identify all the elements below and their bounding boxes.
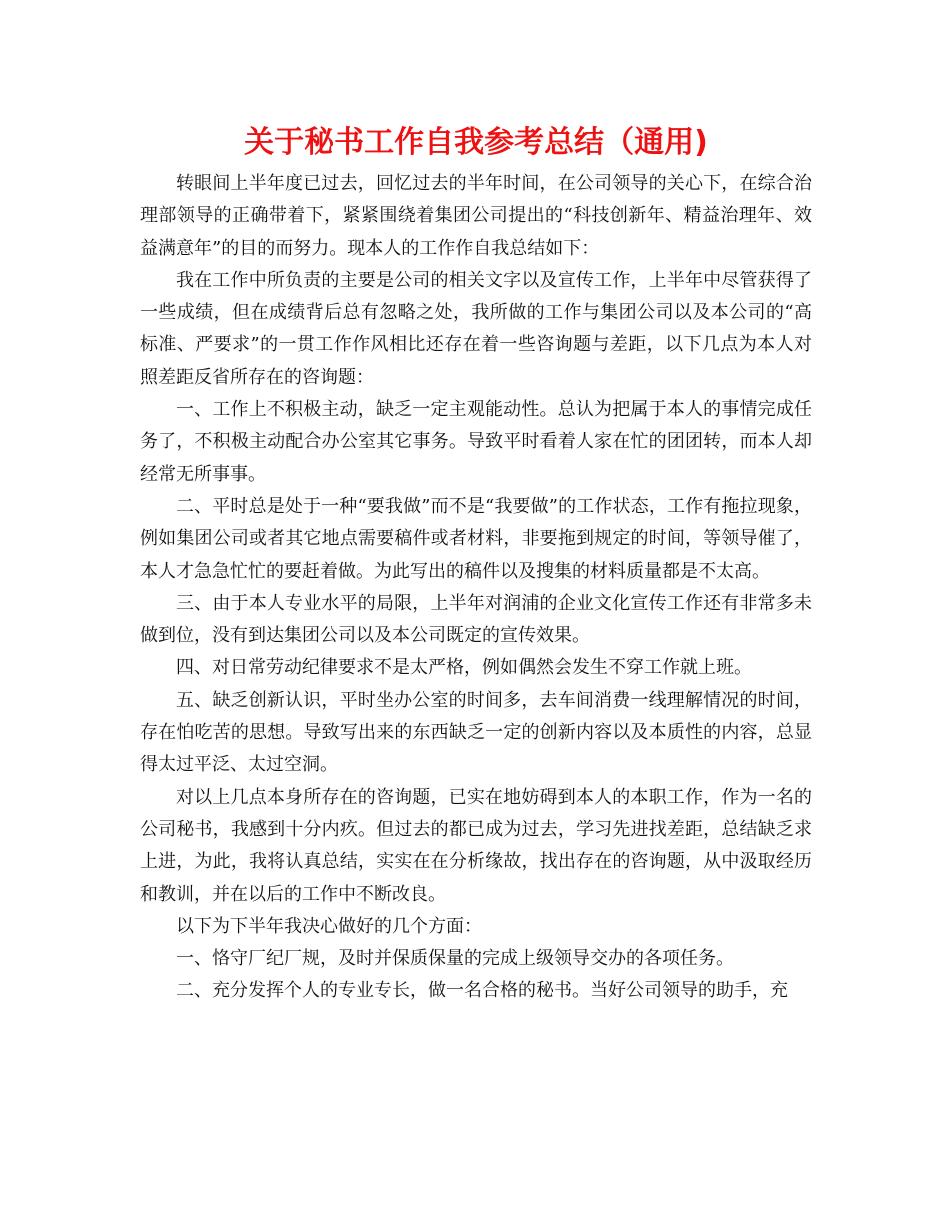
paragraph: 三、由于本人专业水平的局限，上半年对润浦的企业文化宣传工作还有非常多未做到位，没有到达集团公司以及本公司既定的宣传效果。 [140,592,812,647]
paragraph: 四、对日常劳动纪律要求不是太严格，例如偶然会发生不穿工作就上班。 [176,657,752,679]
paragraph: 一、恪守厂纪厂规，及时并保质保量的完成上级领导交办的各项任务。 [176,948,734,970]
paragraph: 我在工作中所负责的主要是公司的相关文字以及宣传工作，上半年中尽管获得了一些成绩，但在成绩背后总有忽略之处，我所做的工作与集团公司以及本公司的“高标准、严要求”的一贯工作作风相比还存在着一些咨询题与差距，以下几点为本人对照差距反省所存在的咨询题： [140,269,812,388]
document-title: 关于秘书工作自我参考总结（通用) [244,125,708,160]
paragraph: 二、充分发挥个人的专业专长，做一名合格的秘书。当好公司领导的助手，充 [176,980,788,1002]
paragraph: 转眼间上半年度已过去，回忆过去的半年时间，在公司领导的关心下，在综合治理部领导的正确带着下，紧紧围绕着集团公司提出的“科技创新年、精益治理年、效益满意年”的目的而努力。现本人的工作作自我总结如下： [140,173,812,259]
document-body [140,168,812,1008]
paragraph: 以下为下半年我决心做好的几个方面： [176,915,482,937]
paragraph: 一、工作上不积极主动，缺乏一定主观能动性。总认为把属于本人的事情完成任务了，不积极主动配合办公室其它事务。导致平时看着人家在忙的团团转，而本人却经常无所事事。 [140,399,812,485]
paragraph: 二、平时总是处于一种“要我做”而不是“我要做”的工作状态，工作有拖拉现象，例如集团公司或者其它地点需要稿件或者材料，非要拖到规定的时间，等领导催了，本人才急急忙忙的要赶着做。为此写出的稿件以及搜集的材料质量都是不太高。 [140,495,812,582]
document-page [140,118,812,1008]
paragraph: 对以上几点本身所存在的咨询题，已实在地妨碍到本人的本职工作，作为一名的公司秘书，我感到十分内疚。但过去的都已成为过去，学习先进找差距，总结缺乏求上进，为此，我将认真总结，实实在在分析缘故，找出存在的咨询题，从中汲取经历和教训，并在以后的工作中不断改良。 [140,786,812,905]
paragraph: 五、缺乏创新认识，平时坐办公室的时间多，去车间消费一线理解情况的时间，存在怕吃苦的思想。导致写出来的东西缺乏一定的创新内容以及本质性的内容，总显得太过平泛、太过空洞。 [140,689,812,776]
